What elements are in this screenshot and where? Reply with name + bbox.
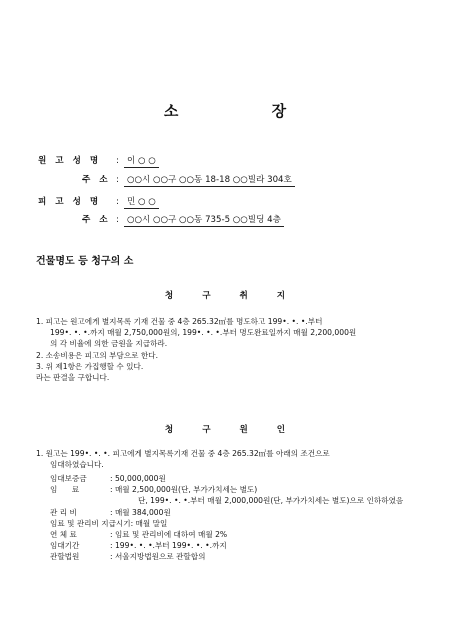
lease-term-value: : 50,000,000원	[110, 474, 166, 483]
claim-line: 3. 위 제1항은 가집행할 수 있다.	[36, 361, 144, 371]
defendant-name: 민 ○ ○	[124, 195, 159, 209]
lease-term-value: : 199•. •. •.부터 199•. •. •.까지	[110, 541, 227, 551]
lease-term-key: 임료 및 관리비 지급시기	[50, 518, 131, 528]
colon: :	[116, 215, 119, 225]
claim-line: 2. 소송비용은 피고의 부담으로 한다.	[36, 350, 159, 360]
claim-line: 199•. •. •.까지 매월 2,750,000원의, 199•. •. •.부터 명도완료일까지 매월 2,200,000원	[50, 328, 357, 338]
lease-term-value: : 매월 말일	[130, 518, 168, 528]
claim-line: 라는 판결을 구합니다.	[36, 373, 110, 383]
claim-line: 1. 피고는 원고에게 별지목록 기재 건물 중 4층 265.32㎡를 명도하고 199•. •. •.부터	[36, 317, 323, 326]
plaintiff-address-label: 주 소	[82, 175, 108, 185]
lease-term-row	[36, 540, 416, 551]
lease-term-row	[36, 495, 416, 506]
lease-term-key: 연 체 료	[50, 530, 77, 540]
colon: :	[116, 175, 119, 185]
claim-body	[36, 316, 416, 383]
lease-terms	[36, 473, 416, 563]
lease-term-row	[36, 473, 416, 484]
lease-term-value: : 매월 2,500,000원(단, 부가가치세는 별도)	[110, 485, 258, 495]
defendant-address-label: 주 소	[82, 215, 108, 225]
colon: :	[116, 197, 119, 207]
lease-term-value: : 매월 384,000원	[110, 507, 171, 517]
claim-heading: 청 구 취 지	[164, 291, 286, 301]
lease-term-key: 관 리 비	[50, 507, 77, 517]
lease-term-value: : 임료 및 관리비에 대하여 매월 2%	[110, 530, 228, 540]
lease-term-row	[36, 507, 416, 518]
lease-term-key: 임대보증금	[50, 474, 87, 483]
lease-term-row	[36, 518, 416, 529]
plaintiff-role-label: 원 고 성 명	[38, 156, 99, 166]
lease-term-key: 임대기간	[50, 541, 80, 551]
cause-line: 1. 원고는 199•. •. •. 피고에게 별지목록기재 건물 중 4층 265.32㎡를 아래의 조건으로	[36, 449, 330, 458]
lease-term-row	[36, 484, 416, 495]
lease-term-key: 관할법원	[50, 552, 80, 562]
claim-line: 의 각 비율에 의한 금원을 지급하라.	[50, 339, 168, 349]
defendant-role-label: 피 고 성 명	[38, 197, 99, 207]
case-name: 건물명도 등 청구의 소	[36, 256, 134, 267]
document-title: 소 장	[163, 102, 331, 120]
plaintiff-name: 이 ○ ○	[124, 154, 159, 168]
lease-term-key: 임 료	[50, 485, 80, 495]
lease-term-value: 단, 199•. •. •.부터 매월 2,000,000원(단, 부가가치세는 별도)으로 인하하였음	[138, 496, 404, 506]
plaintiff-address: ○○시 ○○구 ○○동 18-18 ○○빌라 304호	[124, 173, 295, 187]
defendant-address: ○○시 ○○구 ○○동 735-5 ○○빌딩 4층	[124, 213, 284, 227]
cause-line: 임대하였습니다.	[50, 460, 104, 470]
plaintiff-name-row	[38, 154, 159, 168]
cause-body	[36, 448, 416, 470]
plaintiff-address-row	[38, 173, 295, 187]
lease-term-value: : 서울지방법원으로 관할합의	[110, 552, 206, 562]
lease-term-row	[36, 529, 416, 540]
cause-heading: 청 구 원 인	[164, 425, 286, 435]
defendant-name-row	[38, 195, 159, 209]
lease-term-row	[36, 551, 416, 562]
defendant-address-row	[38, 213, 284, 227]
colon: :	[116, 156, 119, 166]
